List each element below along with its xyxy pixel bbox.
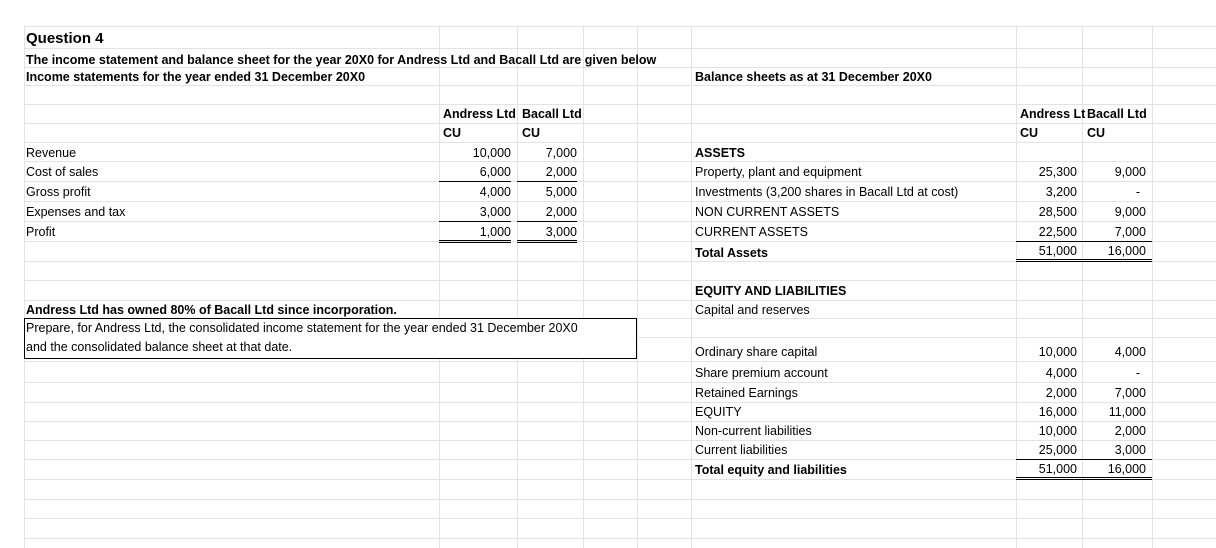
bs-equity-value-bacall: -	[1135, 366, 1140, 380]
bs-asset-value-bacall: 16,000	[1082, 244, 1152, 262]
task-line-2: and the consolidated balance sheet at that date.	[26, 340, 293, 354]
is-row-value-andress: 3,000	[439, 205, 511, 222]
balance-sheet-title: Balance sheets as at 31 December 20X0	[695, 70, 932, 84]
bs-asset-value-bacall: 9,000	[1114, 205, 1146, 219]
is-unit-andress: CU	[443, 126, 462, 140]
bs-asset-value-andress: 22,500	[1038, 225, 1077, 239]
total-rule-bacall	[1082, 241, 1152, 242]
bs-asset-label: CURRENT ASSETS	[695, 225, 808, 239]
bs-col-andress: Andress Lt	[1020, 107, 1086, 121]
income-statement-title: Income statements for the year ended 31 December 20X0	[26, 70, 366, 84]
bs-unit-bacall: CU	[1087, 126, 1106, 140]
bs-equity-value-andress: 2,000	[1045, 386, 1077, 400]
bs-col-bacall: Bacall Ltd	[1087, 107, 1147, 121]
is-row-value-bacall: 2,000	[517, 165, 577, 182]
intro-text: The income statement and balance sheet for the year 20X0 for Andress Ltd and Bacall Ltd are given below	[26, 53, 657, 67]
is-row-value-andress: 6,000	[439, 165, 511, 182]
ownership-note: Andress Ltd has owned 80% of Bacall Ltd since incorporation.	[26, 303, 397, 317]
is-row-value-andress: 10,000	[472, 146, 511, 160]
is-row-label: Expenses and tax	[26, 205, 126, 219]
is-row-value-bacall: 2,000	[517, 205, 577, 222]
bs-equity-value-bacall: 4,000	[1114, 345, 1146, 359]
capital-reserves-heading: Capital and reserves	[695, 303, 810, 317]
bs-asset-value-bacall: 7,000	[1114, 225, 1146, 239]
bs-asset-value-bacall: -	[1135, 185, 1140, 199]
bs-asset-value-andress: 25,300	[1038, 165, 1077, 179]
bs-unit-andress: CU	[1020, 126, 1039, 140]
is-row-value-bacall: 5,000	[545, 185, 577, 199]
bs-asset-value-andress: 51,000	[1016, 244, 1082, 262]
is-col-bacall: Bacall Ltd	[522, 107, 582, 121]
bs-asset-label: Investments (3,200 shares in Bacall Ltd at cost)	[695, 185, 959, 199]
task-line-1: Prepare, for Andress Ltd, the consolidated income statement for the year ended 31 December 20X0	[26, 321, 578, 335]
bs-equity-value-andress: 25,000	[1038, 443, 1077, 457]
total-rule-andress	[1016, 241, 1082, 242]
bs-equity-value-bacall: 2,000	[1114, 424, 1146, 438]
bs-equity-value-bacall: 11,000	[1108, 405, 1146, 419]
bs-equity-label: Retained Earnings	[695, 386, 798, 400]
bs-asset-value-andress: 3,200	[1045, 185, 1077, 199]
bs-equity-label: Non-current liabilities	[695, 424, 812, 438]
bs-equity-label: Share premium account	[695, 366, 828, 380]
bs-equity-label: EQUITY	[695, 405, 742, 419]
bs-equity-value-bacall: 7,000	[1114, 386, 1146, 400]
bs-equity-value-andress: 10,000	[1038, 424, 1077, 438]
is-unit-bacall: CU	[522, 126, 541, 140]
total-rule-andress	[1016, 459, 1082, 460]
bs-asset-label: Property, plant and equipment	[695, 165, 862, 179]
bs-equity-value-bacall: 16,000	[1082, 462, 1152, 480]
is-row-label: Profit	[26, 225, 56, 239]
bs-asset-value-andress: 28,500	[1038, 205, 1077, 219]
bs-equity-value-andress: 16,000	[1038, 405, 1077, 419]
bs-asset-label: Total Assets	[695, 246, 768, 260]
is-row-label: Revenue	[26, 146, 77, 160]
bs-equity-label: Total equity and liabilities	[695, 463, 847, 477]
bs-equity-value-andress: 4,000	[1045, 366, 1077, 380]
bs-equity-label: Ordinary share capital	[695, 345, 818, 359]
is-row-value-andress: 1,000	[439, 225, 511, 243]
is-row-value-bacall: 3,000	[517, 225, 577, 243]
total-rule-bacall	[1082, 459, 1152, 460]
bs-equity-value-bacall: 3,000	[1114, 443, 1146, 457]
equity-liabilities-heading: EQUITY AND LIABILITIES	[695, 284, 847, 298]
is-col-andress: Andress Ltd	[443, 107, 516, 121]
is-row-label: Gross profit	[26, 185, 91, 199]
assets-heading: ASSETS	[695, 146, 746, 160]
bs-equity-value-andress: 10,000	[1038, 345, 1077, 359]
bs-equity-value-andress: 51,000	[1016, 462, 1082, 480]
is-row-label: Cost of sales	[26, 165, 99, 179]
bs-asset-label: NON CURRENT ASSETS	[695, 205, 840, 219]
is-row-value-bacall: 7,000	[545, 146, 577, 160]
bs-equity-label: Current liabilities	[695, 443, 788, 457]
bs-asset-value-bacall: 9,000	[1114, 165, 1146, 179]
is-row-value-andress: 4,000	[479, 185, 511, 199]
question-title: Question 4	[26, 30, 104, 47]
